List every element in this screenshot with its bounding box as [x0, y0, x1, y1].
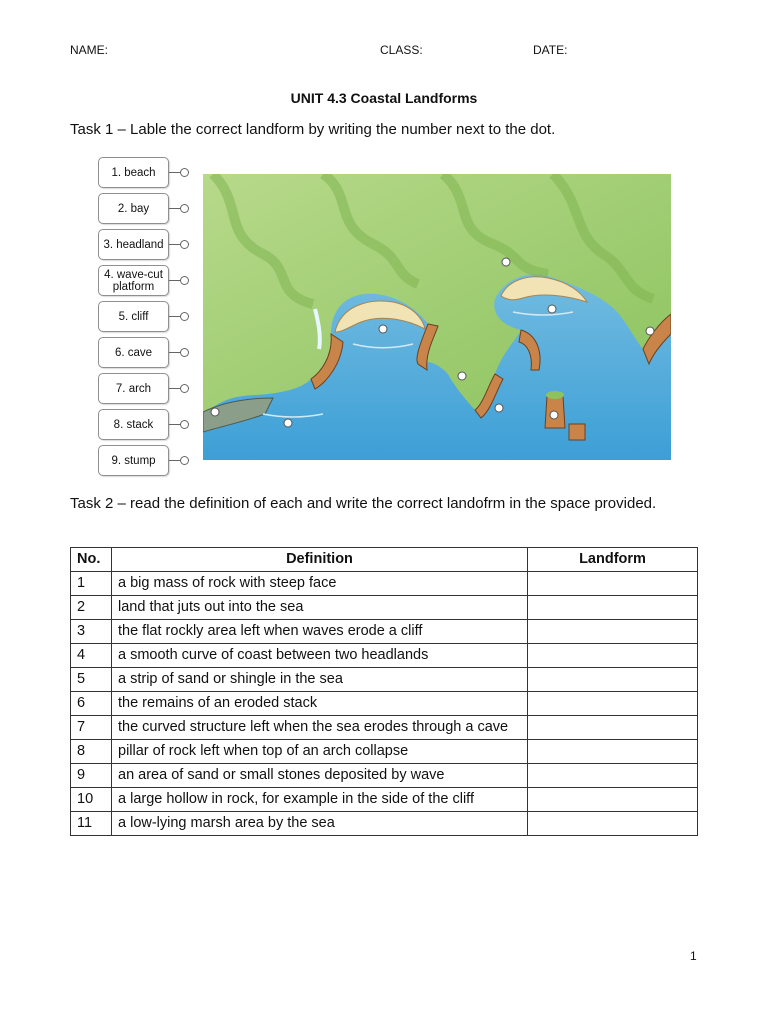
- row-definition: a smooth curve of coast between two headlands: [112, 644, 528, 668]
- landform-answer-cell[interactable]: [528, 620, 698, 644]
- answer-dot[interactable]: [180, 420, 189, 429]
- landform-answer-cell[interactable]: [528, 812, 698, 836]
- landform-answer-cell[interactable]: [528, 764, 698, 788]
- landmark-dot[interactable]: [495, 404, 503, 412]
- landmark-dot[interactable]: [548, 305, 556, 313]
- row-definition: the flat rockly area left when waves erode a cliff: [112, 620, 528, 644]
- row-number: 8: [71, 740, 112, 764]
- row-definition: an area of sand or small stones deposited by wave: [112, 764, 528, 788]
- task1-instruction: Task 1 – Lable the correct landform by writing the number next to the dot.: [70, 121, 556, 138]
- landform-answer-cell[interactable]: [528, 644, 698, 668]
- row-number: 6: [71, 692, 112, 716]
- landmark-dot[interactable]: [379, 325, 387, 333]
- header-no: No.: [71, 548, 112, 572]
- table-row: [71, 692, 698, 716]
- table-row: [71, 788, 698, 812]
- row-number: 3: [71, 620, 112, 644]
- row-number: 10: [71, 788, 112, 812]
- table-header-row: [71, 548, 698, 572]
- table-row: [71, 740, 698, 764]
- answer-dot[interactable]: [180, 456, 189, 465]
- row-definition: a large hollow in rock, for example in the side of the cliff: [112, 788, 528, 812]
- answer-dot[interactable]: [180, 312, 189, 321]
- answer-dot[interactable]: [180, 240, 189, 249]
- answer-dot[interactable]: [180, 204, 189, 213]
- row-number: 7: [71, 716, 112, 740]
- worksheet-title: UNIT 4.3 Coastal Landforms: [290, 90, 478, 106]
- label-beach: 1. beach: [98, 157, 169, 188]
- landmark-dot[interactable]: [211, 408, 219, 416]
- label-bay: 2. bay: [98, 193, 169, 224]
- landform-answer-cell[interactable]: [528, 716, 698, 740]
- row-number: 9: [71, 764, 112, 788]
- landmark-dot[interactable]: [550, 411, 558, 419]
- table-row: [71, 644, 698, 668]
- table-row: [71, 620, 698, 644]
- label-headland: 3. headland: [98, 229, 169, 260]
- landform-answer-cell[interactable]: [528, 740, 698, 764]
- stump: [569, 424, 585, 440]
- table-row: [71, 596, 698, 620]
- landform-answer-cell[interactable]: [528, 788, 698, 812]
- row-definition: pillar of rock left when top of an arch collapse: [112, 740, 528, 764]
- landmark-dot[interactable]: [646, 327, 654, 335]
- answer-dot[interactable]: [180, 348, 189, 357]
- landform-answer-cell[interactable]: [528, 596, 698, 620]
- table-row: [71, 572, 698, 596]
- label-stump: 9. stump: [98, 445, 169, 476]
- table-row: [71, 668, 698, 692]
- answer-dot[interactable]: [180, 276, 189, 285]
- row-number: 4: [71, 644, 112, 668]
- row-number: 2: [71, 596, 112, 620]
- date-label: DATE:: [533, 43, 568, 57]
- landmark-dot[interactable]: [284, 419, 292, 427]
- row-definition: the curved structure left when the sea erodes through a cave: [112, 716, 528, 740]
- row-definition: the remains of an eroded stack: [112, 692, 528, 716]
- header-definition: Definition: [112, 548, 528, 572]
- table-row: [71, 764, 698, 788]
- definitions-table: [70, 547, 698, 836]
- row-number: 11: [71, 812, 112, 836]
- class-label: CLASS:: [380, 43, 423, 57]
- landmark-dot[interactable]: [458, 372, 466, 380]
- landmark-dot[interactable]: [502, 258, 510, 266]
- landform-answer-cell[interactable]: [528, 572, 698, 596]
- header-landform: Landform: [528, 548, 698, 572]
- label-arch: 7. arch: [98, 373, 169, 404]
- label-cliff: 5. cliff: [98, 301, 169, 332]
- answer-dot[interactable]: [180, 384, 189, 393]
- label-cave: 6. cave: [98, 337, 169, 368]
- table-row: [71, 812, 698, 836]
- row-definition: a big mass of rock with steep face: [112, 572, 528, 596]
- answer-dot[interactable]: [180, 168, 189, 177]
- row-definition: land that juts out into the sea: [112, 596, 528, 620]
- landform-answer-cell[interactable]: [528, 668, 698, 692]
- row-definition: a strip of sand or shingle in the sea: [112, 668, 528, 692]
- row-number: 5: [71, 668, 112, 692]
- label-stack: 8. stack: [98, 409, 169, 440]
- coastal-landforms-illustration: [203, 174, 671, 460]
- row-definition: a low-lying marsh area by the sea: [112, 812, 528, 836]
- name-label: NAME:: [70, 43, 109, 57]
- page-number: 1: [690, 949, 697, 963]
- landform-answer-cell[interactable]: [528, 692, 698, 716]
- task2-instruction: Task 2 – read the definition of each and write the correct landofrm in the space provided.: [70, 495, 657, 512]
- stack-top: [546, 391, 564, 399]
- row-number: 1: [71, 572, 112, 596]
- table-row: [71, 716, 698, 740]
- label-wave-cut-platform: 4. wave-cut platform: [98, 265, 169, 296]
